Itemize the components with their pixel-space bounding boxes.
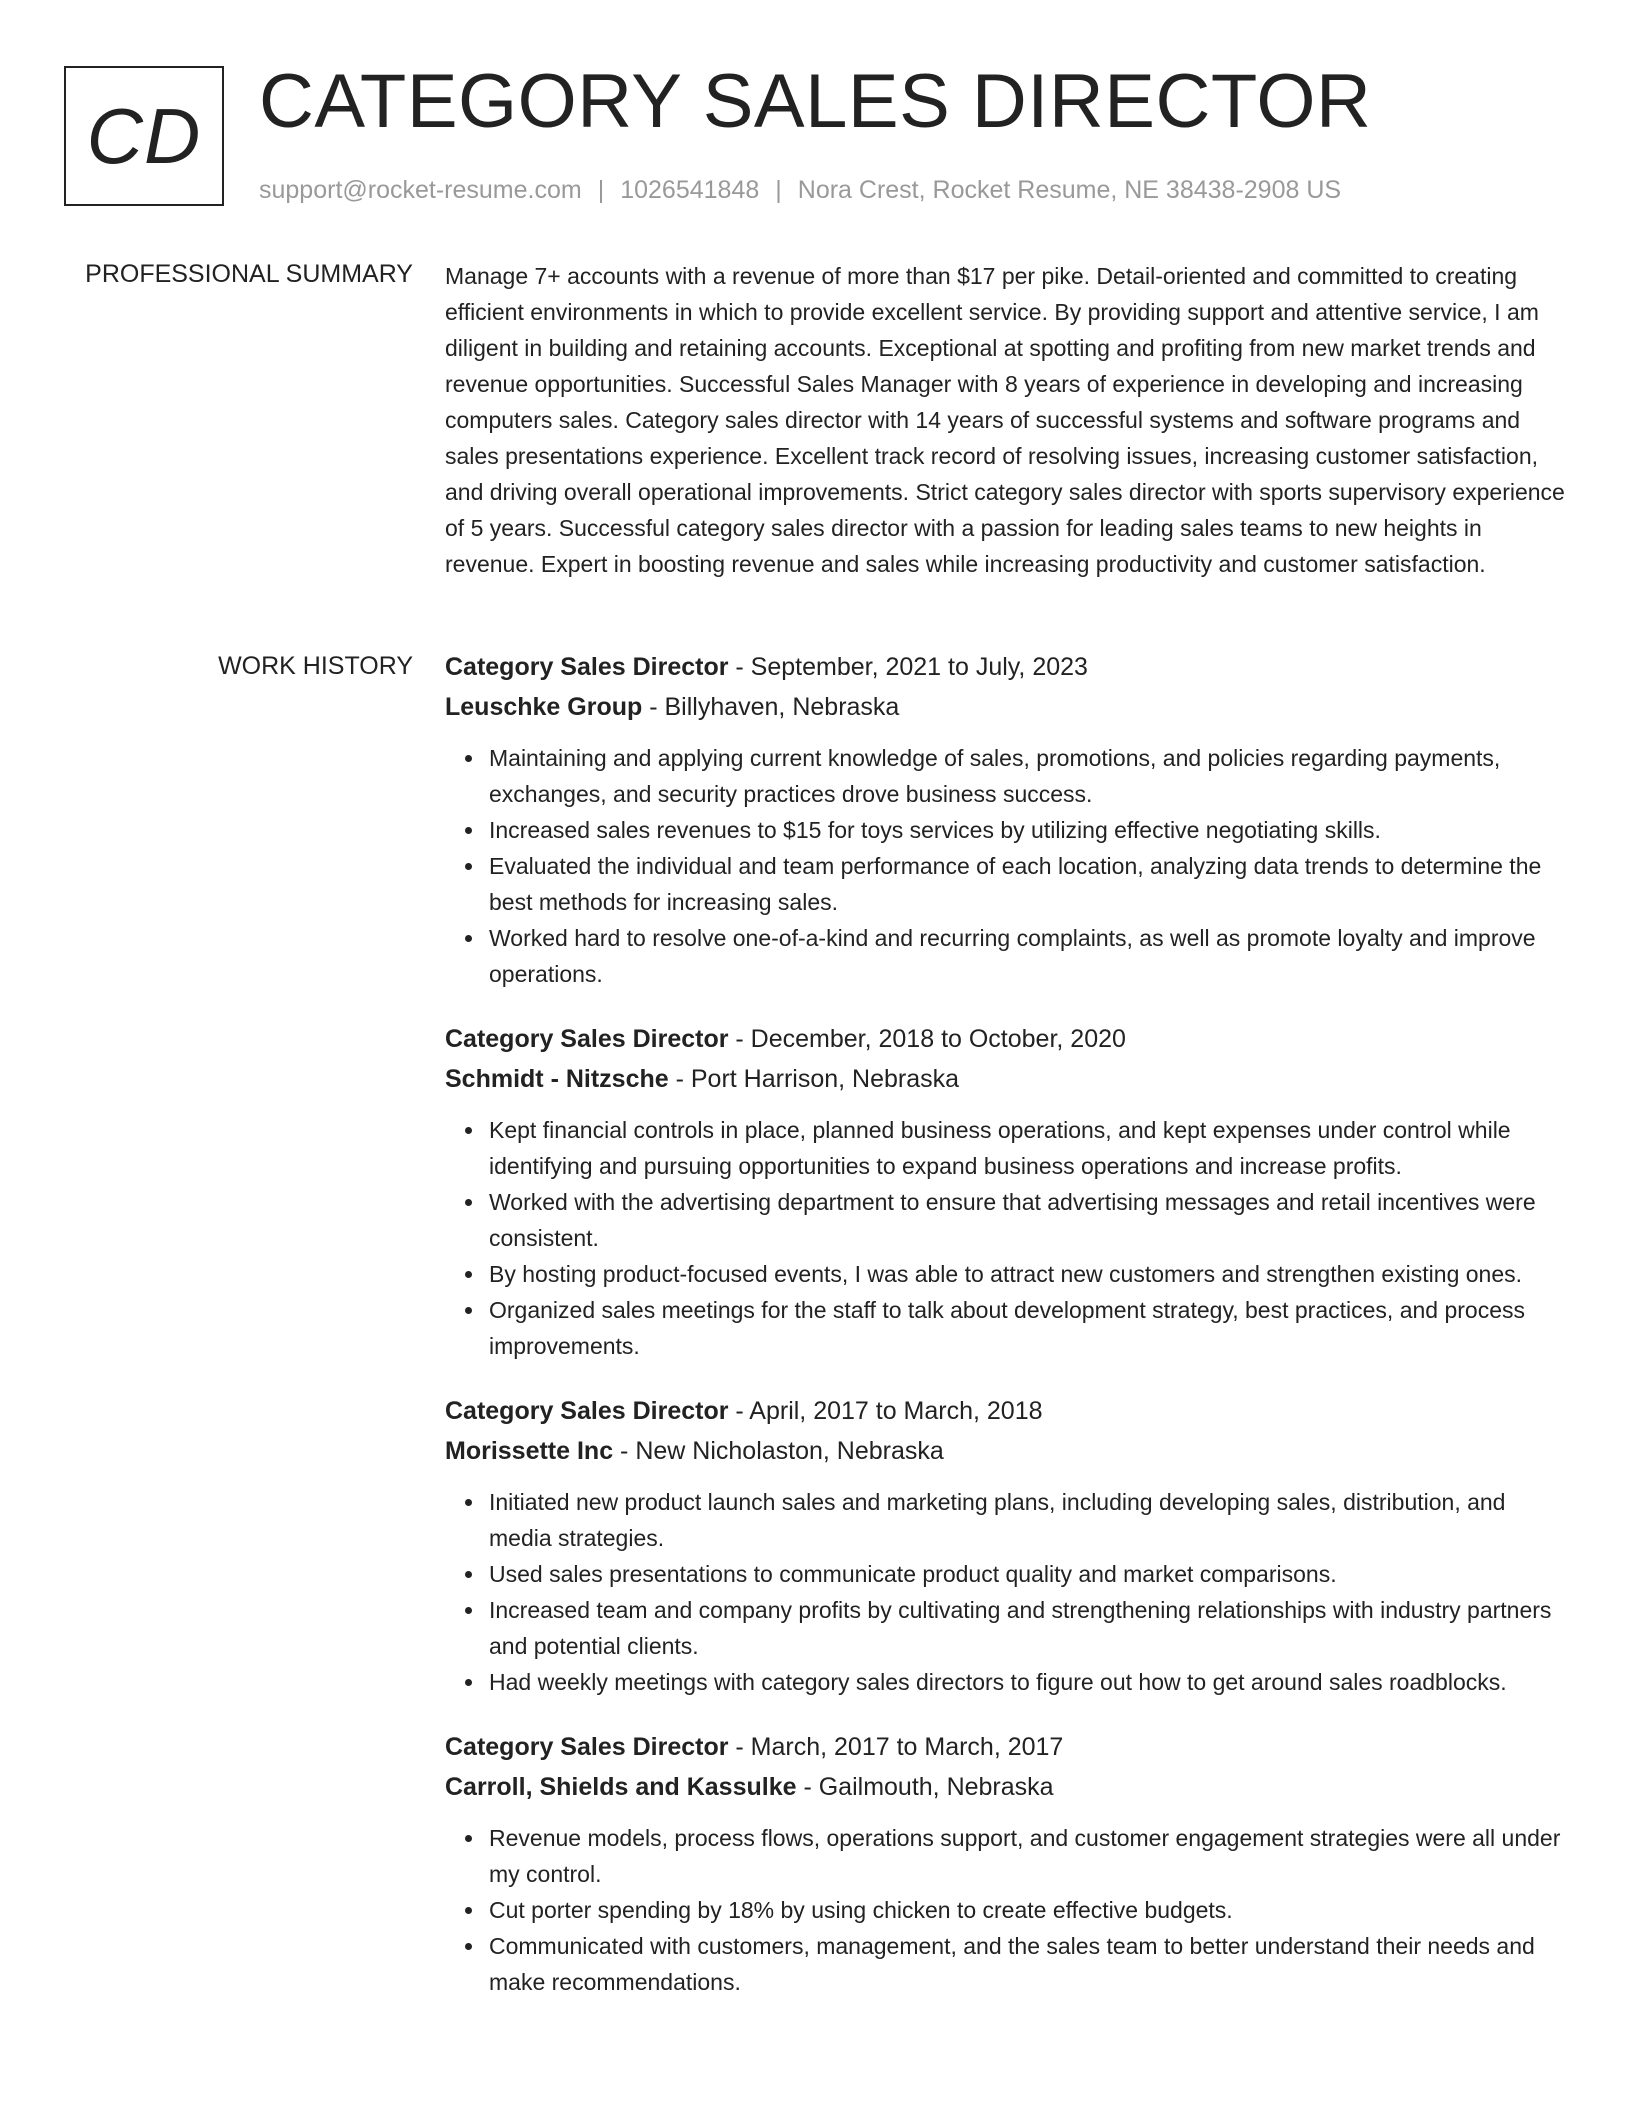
job-dates: - April, 2017 to March, 2018: [728, 1397, 1043, 1425]
contact-phone: 1026541848: [620, 176, 760, 204]
job-duty-item: Organized sales meetings for the staff to talk about development strategy, best practices, and process improvements.: [489, 1292, 1565, 1364]
job-duty-item: Worked with the advertising department to ensure that advertising messages and retail incentives were consistent.: [489, 1184, 1565, 1256]
job-company: Schmidt - Nitzsche: [445, 1065, 669, 1093]
job-title-line: [445, 648, 1565, 686]
monogram-badge: [64, 66, 224, 206]
job-company-line: [445, 688, 1565, 726]
job-title-line: [445, 1020, 1565, 1058]
contact-line: [259, 174, 1341, 206]
job-company: Leuschke Group: [445, 693, 643, 721]
job-duty-item: Revenue models, process flows, operations support, and customer engagement strategies were all under my control.: [489, 1820, 1565, 1892]
job-duty-item: Maintaining and applying current knowledge of sales, promotions, and policies regarding payments, exchanges, and security practices drove business success.: [489, 740, 1565, 812]
work-history-section: [445, 648, 1565, 2028]
job-duty-item: By hosting product-focused events, I was able to attract new customers and strengthen existing ones.: [489, 1256, 1565, 1292]
job-title-line: [445, 1392, 1565, 1430]
summary-section: [445, 258, 1565, 582]
job-duties-list: [445, 1112, 1565, 1364]
job-entry: [445, 1020, 1565, 1364]
job-duty-item: Initiated new product launch sales and marketing plans, including developing sales, distribution, and media strategies.: [489, 1484, 1565, 1556]
contact-address: Nora Crest, Rocket Resume, NE 38438-2908 US: [797, 176, 1342, 204]
job-company: Morissette Inc: [445, 1437, 614, 1465]
job-company-line: [445, 1060, 1565, 1098]
job-location: - New Nicholaston, Nebraska: [613, 1437, 944, 1465]
job-entry: [445, 1728, 1565, 2000]
work-history-section-label: WORK HISTORY: [218, 652, 413, 680]
job-duties-list: [445, 740, 1565, 992]
summary-text: Manage 7+ accounts with a revenue of more than $17 per pike. Detail-oriented and committed to creating efficient environments in which to provide excellent service. By providing support and attentive service, I am diligent in building and retaining accounts. Exceptional at spotting and profiting from new market trends and revenue opportunities. Successful Sales Manager with 8 years of experience in developing and increasing computers sales. Category sales director with 14 years of successful systems and software programs and sales presentations experience. Excellent track record of resolving issues, increasing customer satisfaction, and driving overall operational improvements. Strict category sales director with sports supervisory experience of 5 years. Successful category sales director with a passion for leading sales teams to new heights in revenue. Expert in boosting revenue and sales while increasing productivity and customer satisfaction.: [445, 263, 1565, 577]
job-entry: [445, 648, 1565, 992]
job-location: - Gailmouth, Nebraska: [796, 1773, 1054, 1801]
monogram-initials: CD: [86, 91, 202, 180]
job-duty-item: Worked hard to resolve one-of-a-kind and recurring complaints, as well as promote loyalty and improve operations.: [489, 920, 1565, 992]
job-duties-list: [445, 1820, 1565, 2000]
job-duty-item: Evaluated the individual and team performance of each location, analyzing data trends to determine the best methods for increasing sales.: [489, 848, 1565, 920]
job-duty-item: Used sales presentations to communicate product quality and market comparisons.: [489, 1556, 1565, 1592]
job-title: Category Sales Director: [445, 1397, 729, 1425]
contact-email: support@rocket-resume.com: [259, 176, 582, 204]
job-title: Category Sales Director: [445, 1025, 729, 1053]
job-duty-item: Increased sales revenues to $15 for toys services by utilizing effective negotiating skills.: [489, 812, 1565, 848]
job-dates: - December, 2018 to October, 2020: [728, 1025, 1126, 1053]
job-company: Carroll, Shields and Kassulke: [445, 1773, 797, 1801]
job-duty-item: Communicated with customers, management, and the sales team to better understand their needs and make recommendations.: [489, 1928, 1565, 2000]
job-location: - Port Harrison, Nebraska: [668, 1065, 960, 1093]
job-duties-list: [445, 1484, 1565, 1700]
job-duty-item: Cut porter spending by 18% by using chicken to create effective budgets.: [489, 1892, 1565, 1928]
job-company-line: [445, 1432, 1565, 1470]
job-dates: - September, 2021 to July, 2023: [728, 653, 1088, 681]
resume-title: CATEGORY SALES DIRECTOR: [259, 59, 1372, 144]
job-entry: [445, 1392, 1565, 1700]
job-title: Category Sales Director: [445, 653, 729, 681]
job-dates: - March, 2017 to March, 2017: [728, 1733, 1064, 1761]
job-company-line: [445, 1768, 1565, 1806]
contact-separator: |: [597, 176, 605, 204]
job-title: Category Sales Director: [445, 1733, 729, 1761]
job-duty-item: Increased team and company profits by cultivating and strengthening relationships with industry partners and potential clients.: [489, 1592, 1565, 1664]
job-duty-item: Had weekly meetings with category sales directors to figure out how to get around sales roadblocks.: [489, 1664, 1565, 1700]
contact-separator: |: [775, 176, 782, 204]
job-location: - Billyhaven, Nebraska: [642, 693, 900, 721]
summary-section-label: PROFESSIONAL SUMMARY: [85, 260, 413, 288]
job-title-line: [445, 1728, 1565, 1766]
job-duty-item: Kept financial controls in place, planned business operations, and kept expenses under control while identifying and pursuing opportunities to expand business operations and increase profits.: [489, 1112, 1565, 1184]
